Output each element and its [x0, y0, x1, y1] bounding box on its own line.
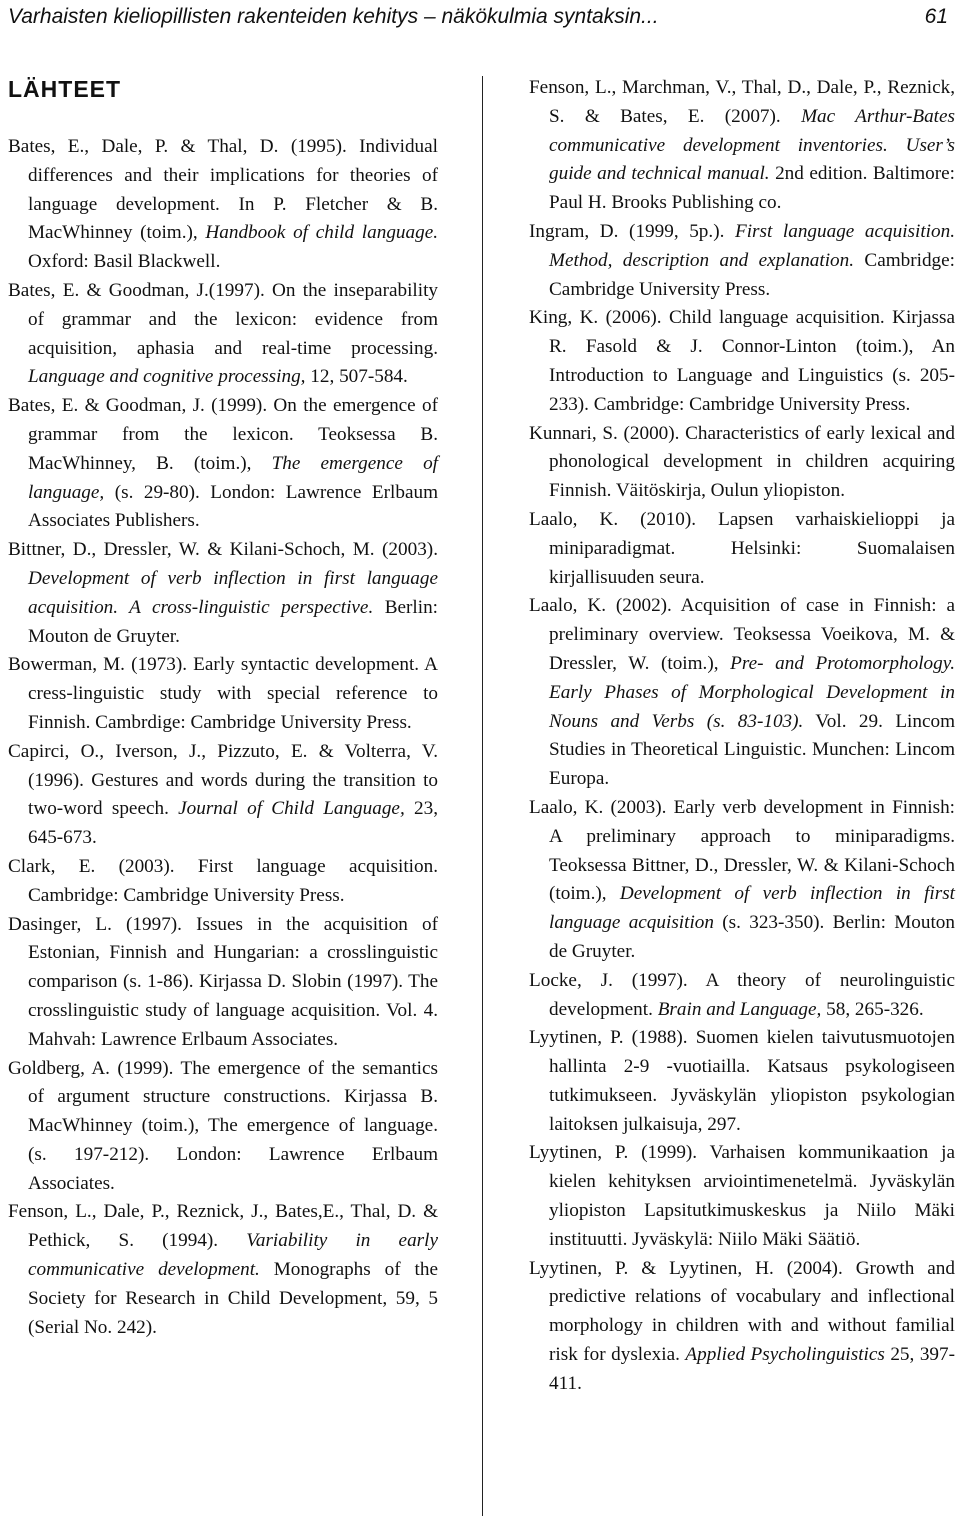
reference-entry: Laalo, K. (2003). Early verb development in Finnish: A preliminary approach to miniparadigms. Teoksessa Bittner, D., Dressler, W. & Kilani-Schoch (toim.), Development of verb inflection in first language acquisition (s. 323-350). Berlin: Mouton de Gruyter.: [529, 796, 955, 962]
reference-entry: Goldberg, A. (1999). The emergence of the semantics of argument structure constructions. Kirjassa B. MacWhinney (toim.), The emergence of language. (s. 197-212). London: Lawrence Erlbaum Associates.: [8, 1057, 438, 1194]
column-divider: [482, 76, 483, 1516]
reference-entry: Ingram, D. (1999, 5p.). First language acquisition. Method, description and explanation. Cambridge: Cambridge University Press.: [529, 220, 955, 300]
reference-entry: Lyytinen, P. & Lyytinen, H. (2004). Growth and predictive relations of vocabulary and inflectional morphology in children with and without familial risk for dyslexia. Applied Psycholinguistics 25, 397-411.: [529, 1257, 955, 1394]
reference-entry: Lyytinen, P. (1999). Varhaisen kommunikaation ja kielen kehityksen arviointimenetelmä. Jyväskylän yliopiston Lapsitutkimuskeskus ja Niilo Mäki instituutti. Jyväskylä: Niilo Mäki Säätiö.: [529, 1142, 955, 1250]
reference-entry: Dasinger, L. (1997). Issues in the acquisition of Estonian, Finnish and Hungarian: a crosslinguistic comparison (s. 1-86). Kirjassa D. Slobin (1997). The crosslinguistic study of language acquisition. Vol. 4. Mahvah: Lawrence Erlbaum Associates.: [8, 913, 438, 1050]
reference-entry: Capirci, O., Iverson, J., Pizzuto, E. & Volterra, V. (1996). Gestures and words during the transition to two-word speech. Journal of Child Language, 23, 645-673.: [8, 740, 438, 849]
running-header: [8, 4, 948, 30]
reference-entry: Bates, E., Dale, P. & Thal, D. (1995). Individual differences and their implications for theories of language development. In P. Fletcher & B. MacWhinney (toim.), Handbook of child language. Oxford: Basil Blackwell.: [8, 136, 439, 273]
reference-entry: Laalo, K. (2010). Lapsen varhaiskielioppi ja miniparadigmat. Helsinki: Suomalaisen kirjallisuuden seura.: [529, 508, 955, 588]
page-number: 61: [924, 5, 948, 28]
references-left-column: [8, 133, 438, 1342]
reference-entry: Lyytinen, P. (1988). Suomen kielen taivutusmuotojen hallinta 2-9 -vuotiailla. Katsaus psykologiseen tutkimukseen. Jyväskylän yliopiston psykologian laitoksen julkaisuja, 297.: [529, 1027, 955, 1135]
reference-entry: Clark, E. (2003). First language acquisition. Cambridge: Cambridge University Press.: [8, 855, 438, 906]
running-title: Varhaisten kieliopillisten rakenteiden kehitys – näkökulmia syntaksin...: [8, 5, 659, 28]
reference-entry: Locke, J. (1997). A theory of neurolinguistic development. Brain and Language, 58, 265-326.: [529, 969, 955, 1020]
reference-entry: King, K. (2006). Child language acquisition. Kirjassa R. Fasold & J. Connor-Linton (toim.), An Introduction to Language and Linguistics (s. 205-233). Cambridge: Cambridge University Press.: [529, 307, 955, 415]
reference-entry: Laalo, K. (2002). Acquisition of case in Finnish: a preliminary overview. Teoksessa Voeikova, M. & Dressler, W. (toim.), Pre- and Protomorphology. Early Phases of Morphological Development in Nouns and Verbs (s. 83-103). Vol. 29. Lincom Studies in Theoretical Linguistic. Munchen: Lincom Europa.: [529, 595, 955, 790]
reference-entry: Kunnari, S. (2000). Characteristics of early lexical and phonological development in children acquiring Finnish. Väitöskirja, Oulun yliopiston.: [529, 422, 955, 502]
references-right-column: [529, 74, 955, 1399]
reference-entry: Bates, E. & Goodman, J. (1999). On the emergence of grammar from the lexicon. Teoksessa B. MacWhinney, B. (toim.), The emergence of language, (s. 29-80). London: Lawrence Erlbaum Associates Publishers.: [8, 395, 438, 532]
reference-entry: Bates, E. & Goodman, J.(1997). On the inseparability of grammar and the lexicon: evidence from acquisition, aphasia and real-time processing. Language and cognitive processing, 12, 507-584.: [8, 279, 438, 388]
section-title: LÄHTEET: [8, 76, 122, 102]
reference-entry: Fenson, L., Marchman, V., Thal, D., Dale, P., Reznick, S. & Bates, E. (2007). Mac Arthur-Bates communicative development inventories. User’s guide and technical manual. 2nd edition. Baltimore: Paul H. Brooks Publishing co.: [529, 77, 955, 214]
reference-entry: Bowerman, M. (1973). Early syntactic development. A cress-linguistic study with special reference to Finnish. Cambrdige: Cambridge University Press.: [8, 654, 438, 733]
reference-entry: Fenson, L., Dale, P., Reznick, J., Bates,E., Thal, D. & Pethick, S. (1994). Variability in early communicative development. Monographs of the Society for Research in Child Development, 59, 5 (Serial No. 242).: [8, 1201, 439, 1338]
reference-entry: Bittner, D., Dressler, W. & Kilani-Schoch, M. (2003). Development of verb inflection in first language acquisition. A cross-linguistic perspective. Berlin: Mouton de Gruyter.: [8, 539, 438, 647]
